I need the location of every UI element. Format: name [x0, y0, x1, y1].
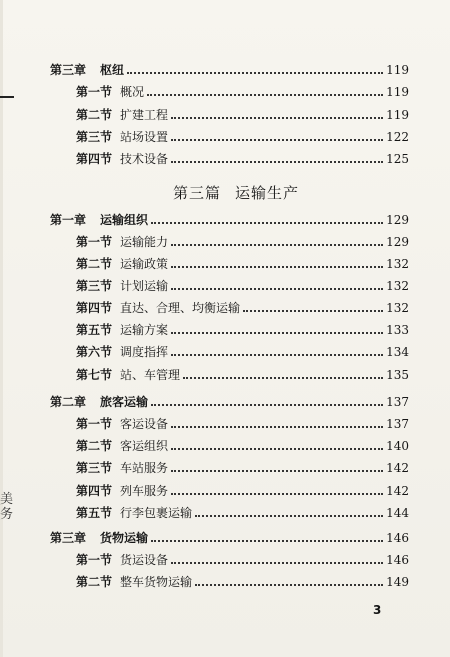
part-heading [173, 182, 299, 203]
section-number: 第五节 [76, 323, 113, 337]
section-number: 第一节 [76, 235, 113, 249]
page-ref: 129 [386, 235, 409, 249]
section-title: 运输能力 [120, 235, 169, 249]
chapter-number: 第三章 [50, 531, 87, 545]
section-number: 第三节 [76, 130, 113, 144]
section-number: 第二节 [76, 439, 113, 453]
page-ref: 119 [386, 108, 409, 122]
page-ref: 134 [386, 345, 409, 359]
section-title: 调度指挥 [120, 345, 169, 359]
section-title: 行李包裹运输 [120, 506, 193, 520]
toc-chapter[interactable] [50, 529, 409, 547]
section-number: 第七节 [76, 368, 113, 382]
toc-section[interactable] [76, 551, 409, 569]
part-title: 运输生产 [235, 184, 300, 202]
dot-leader [171, 354, 383, 356]
toc-section[interactable] [76, 83, 409, 101]
dot-leader [171, 562, 383, 564]
section-number: 第一节 [76, 553, 113, 567]
dot-leader [151, 540, 383, 542]
toc-section[interactable] [76, 504, 409, 522]
section-title: 客运组织 [120, 439, 169, 453]
page-ref: 132 [386, 279, 409, 293]
binding-edge [0, 0, 3, 657]
dot-leader [171, 266, 383, 268]
chapter-title: 枢纽 [100, 63, 125, 77]
dot-leader [243, 310, 383, 312]
section-number: 第三节 [76, 279, 113, 293]
section-title: 车站服务 [120, 461, 169, 475]
page-number: 3 [373, 603, 382, 617]
page-ref: 137 [386, 417, 409, 431]
dot-leader [171, 470, 383, 472]
dot-leader [195, 515, 383, 517]
page-ref: 119 [386, 63, 409, 77]
section-number: 第四节 [76, 484, 113, 498]
dot-leader [171, 244, 383, 246]
chapter-number: 第三章 [50, 63, 87, 77]
toc-section[interactable] [76, 277, 409, 295]
page-ref: 149 [386, 575, 409, 589]
dot-leader [127, 72, 383, 74]
page-ref: 142 [386, 484, 409, 498]
dot-leader [171, 448, 383, 450]
page-ref: 129 [386, 213, 409, 227]
section-title: 计划运输 [120, 279, 169, 293]
toc-chapter[interactable] [50, 61, 409, 79]
toc-section[interactable] [76, 573, 409, 591]
toc-section[interactable] [76, 343, 409, 361]
toc-section[interactable] [76, 321, 409, 339]
toc-section[interactable] [76, 437, 409, 455]
margin-fragment: 美务 [0, 492, 14, 522]
toc-section[interactable] [76, 366, 409, 384]
page-ref: 135 [386, 368, 409, 382]
chapter-title: 货物运输 [100, 531, 149, 545]
section-title: 客运设备 [120, 417, 169, 431]
toc-section[interactable] [76, 106, 409, 124]
toc-section[interactable] [76, 299, 409, 317]
page-ref: 122 [386, 130, 409, 144]
section-number: 第二节 [76, 575, 113, 589]
toc-section[interactable] [76, 150, 409, 168]
section-number: 第一节 [76, 417, 113, 431]
section-title: 列车服务 [120, 484, 169, 498]
toc-chapter[interactable] [50, 393, 409, 411]
section-number: 第二节 [76, 257, 113, 271]
page-ref: 146 [386, 553, 409, 567]
dot-leader [151, 404, 383, 406]
dot-leader [171, 161, 383, 163]
dot-leader [171, 493, 383, 495]
page-ref: 132 [386, 301, 409, 315]
dot-leader [147, 94, 383, 96]
toc-chapter[interactable] [50, 211, 409, 229]
section-number: 第三节 [76, 461, 113, 475]
section-title: 站场设置 [120, 130, 169, 144]
dot-leader [171, 117, 383, 119]
section-number: 第四节 [76, 301, 113, 315]
section-title: 站、车管理 [120, 368, 181, 382]
binding-mark [0, 96, 14, 98]
section-number: 第一节 [76, 85, 113, 99]
section-title: 技术设备 [120, 152, 169, 166]
dot-leader [195, 584, 383, 586]
section-title: 整车货物运输 [120, 575, 193, 589]
page-ref: 142 [386, 461, 409, 475]
chapter-number: 第一章 [50, 213, 87, 227]
page-ref: 132 [386, 257, 409, 271]
toc-section[interactable] [76, 128, 409, 146]
chapter-title: 旅客运输 [100, 395, 149, 409]
section-title: 运输政策 [120, 257, 169, 271]
toc-section[interactable] [76, 415, 409, 433]
section-number: 第五节 [76, 506, 113, 520]
section-title: 运输方案 [120, 323, 169, 337]
chapter-number: 第二章 [50, 395, 87, 409]
dot-leader [171, 139, 383, 141]
page-ref: 119 [386, 85, 409, 99]
toc-section[interactable] [76, 482, 409, 500]
dot-leader [151, 222, 383, 224]
dot-leader [171, 426, 383, 428]
toc-section[interactable] [76, 255, 409, 273]
page-ref: 140 [386, 439, 409, 453]
dot-leader [183, 377, 383, 379]
chapter-title: 运输组织 [100, 213, 149, 227]
section-title: 扩建工程 [120, 108, 169, 122]
toc-section[interactable] [76, 233, 409, 251]
part-number: 第三篇 [173, 184, 222, 202]
section-number: 第四节 [76, 152, 113, 166]
section-title: 概况 [120, 85, 145, 99]
page-ref: 146 [386, 531, 409, 545]
section-title: 直达、合理、均衡运输 [120, 301, 241, 315]
section-title: 货运设备 [120, 553, 169, 567]
section-number: 第二节 [76, 108, 113, 122]
section-number: 第六节 [76, 345, 113, 359]
toc-section[interactable] [76, 459, 409, 477]
page-ref: 144 [386, 506, 409, 520]
dot-leader [171, 332, 383, 334]
page-ref: 137 [386, 395, 409, 409]
page-ref: 125 [386, 152, 409, 166]
page-ref: 133 [386, 323, 409, 337]
dot-leader [171, 288, 383, 290]
